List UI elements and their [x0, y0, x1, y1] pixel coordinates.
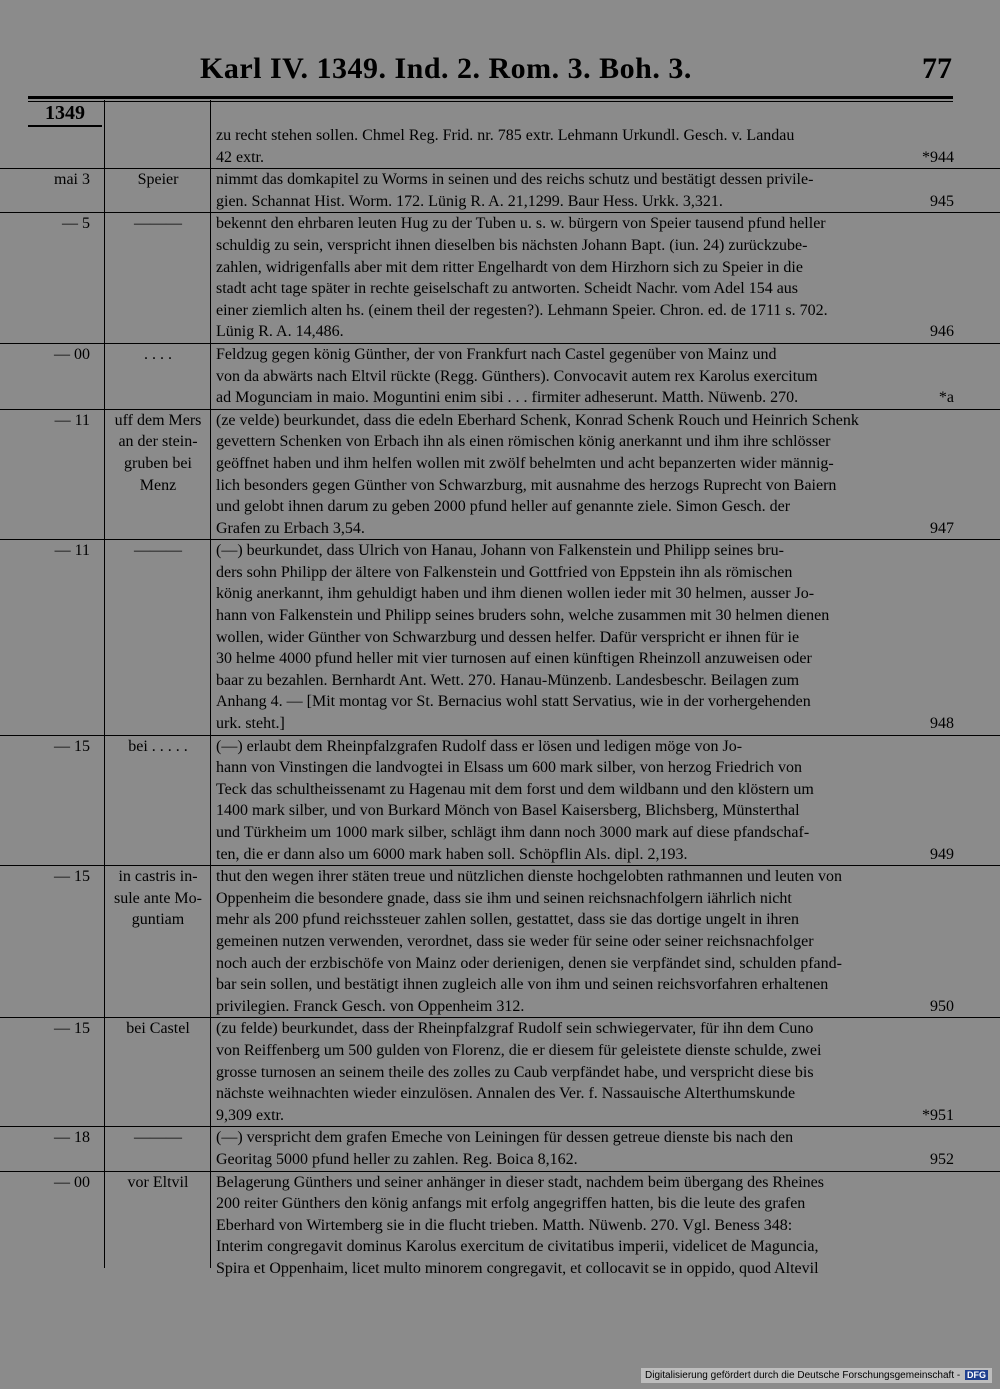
entry-line-text: thut den wegen ihrer stäten treue und nützlichen dienste hochgelobten rathmannen und leuten von: [216, 868, 843, 886]
entry-line: [216, 736, 954, 758]
entry-line: [216, 366, 954, 388]
entry-line: [216, 410, 954, 432]
entry-text: [216, 410, 954, 540]
entry-line: [216, 147, 954, 169]
entry-line: [216, 605, 954, 627]
entry-line: [216, 235, 954, 257]
entry-line: [216, 866, 954, 888]
entry-line: [216, 713, 954, 735]
entry-line: [216, 844, 954, 866]
entry-line: [216, 475, 954, 497]
entry-number: *a: [938, 389, 954, 407]
entry-line: [216, 1062, 954, 1084]
entry-line-text: Feldzug gegen könig Günther, der von Frankfurt nach Castel gegenüber von Mainz und: [216, 345, 777, 363]
entry-line-text: nimmt das domkapitel zu Worms in seinen und des reichs schutz und bestätigt dessen privile-: [216, 171, 814, 189]
entry-line: [216, 169, 954, 191]
entry-line-text: von Reiffenberg um 500 gulden von Florenz, die er diesem für geleistete dienste schulde, zwei: [216, 1041, 822, 1059]
entry-line-text: Lünig R. A. 14,486.: [216, 323, 344, 341]
entry-line-text: 1400 mark silber, und von Burkard Mönch von Basel Kaisersberg, Blichsberg, Münsterthal: [216, 802, 800, 820]
entry-date: — 5: [62, 215, 90, 233]
entry-line-text: (zu felde) beurkundet, dass der Rheinpfalzgraf Rudolf sein schwiegervater, für ihn dem Cuno: [216, 1020, 814, 1038]
entry-line: [216, 1040, 954, 1062]
entry-text: [216, 540, 954, 734]
entry-line: [216, 1018, 954, 1040]
entry-line-text: ad Mogunciam in maio. Moguntini enim sibi . . . firmiter adheserunt. Matth. Nüwenb. 270.: [216, 389, 799, 407]
entry-line: [216, 1172, 954, 1194]
entry: [0, 1126, 1000, 1170]
entry-line-text: 200 reiter Günthers den könig anfangs mit erfolg angegriffen hatten, bis die leute des grafen: [216, 1195, 806, 1213]
entry-line-text: Interim congregavit dominus Karolus exercitum de civitatibus imperii, videlicet de Maguncia,: [216, 1238, 819, 1256]
entry-line: [216, 431, 954, 453]
entry-line: [216, 1127, 954, 1149]
entry-line-text: könig anerkannt, ihm gehuldigt haben und ihm dienen wollen ieder mit 30 helmen, ausser Jo-: [216, 585, 815, 603]
entry-line: [216, 1236, 954, 1258]
year-label: 1349: [28, 101, 102, 127]
entry-line: [216, 1149, 954, 1171]
entry-line: [216, 779, 954, 801]
entry-line-text: gien. Schannat Hist. Worm. 172. Lünig R. A. 21,1299. Baur Hess. Urkk. 3,321.: [216, 192, 723, 210]
entry-line-text: und Türkheim um 1000 mark silber, schlägt ihm dann noch 3000 mark auf diese pfandschaf-: [216, 824, 810, 841]
entry-line-text: Georitag 5000 pfund heller zu zahlen. Reg. Boica 8,162.: [216, 1150, 578, 1168]
entry-line-text: noch auch der erzbischöfe von Mainz oder derienigen, denen sie verpfändet sind, schulden pfand-: [216, 954, 842, 972]
entry-number: *944: [922, 148, 954, 166]
entry: [0, 409, 1000, 540]
entry-place: ———: [134, 215, 182, 233]
entry-date: — 11: [54, 542, 90, 560]
entry-line: [216, 300, 954, 322]
entry-text: [216, 1018, 954, 1126]
entry-place: . . . .: [144, 345, 172, 363]
entry: [0, 343, 1000, 409]
entry-line-text: 30 helme 4000 pfund heller mit vier turnosen auf einen künftigen Rheinzoll anzuweisen oder: [216, 650, 812, 668]
entry-place: ———: [134, 542, 182, 560]
entry-line: [216, 931, 954, 953]
entry-line-text: mehr als 200 pfund reichssteuer zahlen sollen, gestattet, dass sie das dortige ungelt in ihren: [216, 911, 799, 929]
page-header: [0, 52, 1000, 92]
page-number: 77: [922, 52, 952, 85]
entry-date: — 18: [54, 1129, 90, 1147]
entry-line-text: Teck das schultheissenamt zu Hagenau mit dem forst und dem wildbann und den klöstern um: [216, 780, 814, 798]
entry: [0, 735, 1000, 866]
entry-line-text: (—) beurkundet, dass Ulrich von Hanau, Johann von Falkenstein und Philipp seines bru-: [216, 542, 784, 560]
entry-line: [216, 278, 954, 300]
entry-line-text: (—) verspricht dem grafen Emeche von Leiningen für dessen getreue dienste bis nach den: [216, 1129, 794, 1147]
entry-line-text: geöffnet haben und ihm helfen wollen mit zwölf behelmten und acht bepanzerten wider männig-: [216, 454, 834, 472]
entry-line-text: baar zu bezahlen. Bernhardt Ant. Wett. 270. Hanau-Münzenb. Landesbeschr. Beilagen zum: [216, 671, 800, 689]
entry-text: [216, 213, 954, 343]
entry-place: uff dem Mers an der stein-gruben bei Menz: [114, 411, 202, 494]
entry-line-text: Anhang 4. — [Mit montag vor St. Bernacius wohl statt Servatius, wie in der vorhergehenden: [216, 693, 811, 711]
entry-line: [216, 757, 954, 779]
entry-line: [216, 1215, 954, 1237]
entry-line: [216, 627, 954, 649]
footer-text: Digitalisierung gefördert durch die Deutsche Forschungsgemeinschaft -: [645, 1370, 961, 1381]
entry-line-text: Spira et Oppenhaim, licet multo minorem congregavit, et collocavit se in oppido, quod Altevil: [216, 1259, 819, 1277]
entry-line: [216, 670, 954, 692]
entry-line: [216, 453, 954, 475]
entry-line: [216, 540, 954, 562]
entry-text: [216, 169, 954, 212]
entry-line-text: zahlen, widrigenfalls aber mit dem ritter Engelhardt von dem Hirzhorn sich zu Speier in die: [216, 258, 803, 276]
entry-line-text: hann von Falkenstein und Philipp seines bruders sohn, welche zusammen mit 30 helmen dienen: [216, 607, 830, 625]
entry-line-text: Grafen zu Erbach 3,54.: [216, 519, 365, 537]
entry-line-text: 9,309 extr.: [216, 1106, 284, 1124]
entry-line: [216, 691, 954, 713]
entry-number: 948: [930, 715, 954, 733]
entry-date: — 15: [54, 868, 90, 886]
entry-line: [216, 1258, 954, 1280]
entry-line-text: Belagerung Günthers und seiner anhänger in dieser stadt, nachdem beim übergang des Rheines: [216, 1173, 824, 1191]
entry-line-text: (—) erlaubt dem Rheinpfalzgrafen Rudolf dass er lösen und ledigen möge von Jo-: [216, 737, 743, 755]
entry-text: [216, 1127, 954, 1170]
entry-line: [216, 1193, 954, 1215]
entry-text: [216, 1172, 954, 1280]
entry-number: 950: [930, 997, 954, 1015]
entry-line-text: Oppenheim die besondere gnade, dass sie ihm und seinen reichsnachfolgern iährlich nicht: [216, 889, 792, 907]
entry-number: 947: [930, 519, 954, 537]
entry-line-text: ten, die er dann also um 6000 mark haben soll. Schöpflin Als. dipl. 2,193.: [216, 845, 688, 863]
entry-line-text: von da abwärts nach Eltvil rückte (Regg. Günthers). Convocavit autem rex Karolus exercitum: [216, 367, 818, 385]
entry-date: — 15: [54, 737, 90, 755]
entry-line-text: nächste weihnachten wieder einzulösen. Annalen des Ver. f. Nassauische Alterthumskunde: [216, 1085, 796, 1103]
entry-place: bei Castel: [126, 1020, 190, 1038]
entry-line-text: stadt acht tage später in rechte geiselschaft zu antworten. Scheidt Nachr. vom Adel 154 aus: [216, 280, 799, 298]
entry-line-text: gemeinen nutzen verwenden, verordnet, dass sie weder für seine oder seiner reichsnachfolger: [216, 932, 814, 950]
entry-line: [216, 518, 954, 540]
entry: [0, 1171, 1000, 1280]
dfg-logo: DFG: [967, 1370, 986, 1380]
entry-line: [216, 822, 954, 844]
entry-date: mai 3: [54, 171, 90, 189]
entry-place: ———: [134, 1129, 182, 1147]
entry-place: vor Eltvil: [127, 1173, 189, 1191]
entry-line: [216, 800, 954, 822]
entry-line-text: Eberhard von Wirtemberg sie in die flucht trieben. Matth. Nüwenb. 270. Vgl. Beness 348:: [216, 1216, 793, 1234]
entry-line: [216, 1083, 954, 1105]
entry-line-text: bar sein sollen, und bestätigt ihnen zugleich alle von ihm und seinen reichsvorfahren erhaltenen: [216, 976, 829, 994]
entry-line-text: privilegien. Franck Gesch. von Oppenheim 312.: [216, 997, 525, 1015]
entry-line-text: gevettern Schenken von Erbach ihn als einen römischen könig anerkannt und ihm ihre schlösser: [216, 433, 831, 451]
entry-date: — 11: [54, 411, 90, 429]
entry: [0, 865, 1000, 1017]
entry-text: [216, 344, 954, 409]
entry-line: [216, 562, 954, 584]
entry-place: in castris in-sule ante Mo-guntiam: [114, 868, 202, 929]
entry: [0, 1017, 1000, 1126]
entry-line-text: 42 extr.: [216, 148, 264, 166]
entry-text: [216, 866, 954, 1017]
entry-line: [216, 583, 954, 605]
entry-text: [216, 736, 954, 866]
entry-line: [216, 191, 954, 213]
entry-number: 945: [930, 192, 954, 210]
entry-date: — 00: [54, 345, 90, 363]
entry-line: [216, 321, 954, 343]
entry-place: Speier: [137, 171, 179, 189]
entry-line: [216, 125, 954, 147]
entry-date: — 00: [54, 1173, 90, 1191]
entry-line-text: grosse turnosen an seinem theile des zolles zu Caub verpfändet habe, und verspricht diese bis: [216, 1063, 814, 1081]
entry-line: [216, 213, 954, 235]
entry-line-text: bekennt den ehrbaren leuten Hug zu der Tuben u. s. w. bürgern von Speier tausend pfund heller: [216, 215, 826, 233]
entry-line-text: zu recht stehen sollen. Chmel Reg. Frid. nr. 785 extr. Lehmann Urkundl. Gesch. v. Landau: [216, 127, 795, 144]
entry-line-text: wollen, wider Günther von Schwarzburg und dessen helfer. Dafür verspricht er ihnen für ie: [216, 628, 800, 646]
header-rule: [28, 96, 953, 102]
entry-number: *951: [922, 1106, 954, 1124]
entry-line-text: lich besonders gegen Günther von Schwarzburg, mit ausnahme des herzogs Ruprecht von Baiern: [216, 476, 837, 494]
entry-line: [216, 953, 954, 975]
entry-line: [216, 996, 954, 1018]
entry-text: [216, 125, 954, 168]
entry-line-text: (ze velde) beurkundet, dass die edeln Eberhard Schenk, Konrad Schenk Rouch und Heinrich Schenk: [216, 411, 859, 429]
entry: [0, 212, 1000, 343]
entry-line: [216, 888, 954, 910]
entry-date: — 15: [54, 1020, 90, 1038]
entry-line: [216, 496, 954, 518]
footer-credit: [641, 1368, 992, 1383]
entry-line: [216, 974, 954, 996]
entry-line: [216, 909, 954, 931]
entry-line-text: hann von Vinstingen die landvogtei in Elsass um 600 mark silber, von herzog Friedrich von: [216, 759, 803, 777]
entry-line: [216, 1105, 954, 1127]
entry-number: 946: [930, 323, 954, 341]
entry: [0, 125, 1000, 168]
entry-number: 952: [930, 1150, 954, 1168]
entry-place: bei . . . . .: [128, 737, 188, 755]
entry: [0, 539, 1000, 734]
entry: [0, 168, 1000, 212]
entry-line: [216, 344, 954, 366]
entry-line: [216, 257, 954, 279]
entry-number: 949: [930, 845, 954, 863]
entry-line-text: ders sohn Philipp der ältere von Falkenstein und Gottfried von Eppstein ihn als römischen: [216, 563, 793, 581]
entry-line-text: schuldig zu sein, verspricht ihnen dieselben bis nächsten Johann Bapt. (iun. 24) zurückzube-: [216, 236, 808, 254]
entry-line: [216, 387, 954, 409]
entry-line-text: und gelobt ihnen darum zu geben 2000 pfund heller auf genannte ziele. Simon Gesch. der: [216, 498, 791, 516]
entry-line-text: einer ziemlich alten hs. (einem theil der regesten?). Lehmann Speier. Chron. ed. de 1711 s. 702.: [216, 301, 828, 319]
running-title: Karl IV. 1349. Ind. 2. Rom. 3. Boh. 3.: [200, 52, 692, 85]
regesten-list: [0, 125, 1000, 1279]
entry-line-text: urk. steht.]: [216, 715, 285, 733]
entry-line: [216, 648, 954, 670]
